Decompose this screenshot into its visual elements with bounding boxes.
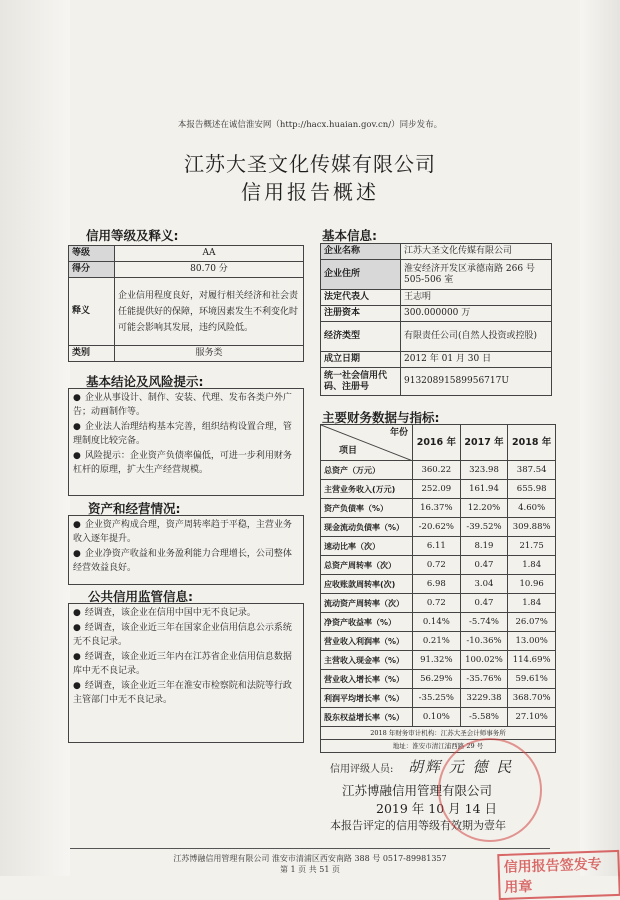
finance-row-name: 营业收入增长率（%）: [321, 670, 413, 689]
grade-value: AA: [115, 246, 304, 262]
finance-value-cell: -5.74%: [460, 613, 508, 632]
finance-row: [321, 480, 556, 499]
report-signing-stamp: 信用报告签发专用章: [497, 850, 620, 900]
date-label: 成立日期: [321, 352, 401, 368]
evaluator-signatures: 胡辉 元 德 民: [408, 758, 514, 776]
code-value: 91320891589956717U: [401, 368, 552, 396]
finance-value-cell: -20.62%: [413, 518, 461, 537]
legal-label: 法定代表人: [321, 290, 401, 306]
score-value: 80.70 分: [115, 262, 304, 278]
supervision-heading: 公共信用监管信息:: [88, 589, 193, 604]
grade-label: 等级: [69, 246, 115, 262]
finance-row-name: 流动资产周转率（次）: [321, 594, 413, 613]
finance-row: [321, 556, 556, 575]
finance-value-cell: 59.61%: [508, 670, 556, 689]
code-label: 统一社会信用代码、注册号: [321, 368, 401, 396]
rating-heading: 信用等级及释义:: [86, 228, 179, 243]
conclusion-item: ● 企业法人治理结构基本完善，组织结构设置合理，管理制度比较完备。: [73, 422, 292, 446]
finance-value-cell: 323.98: [460, 461, 508, 480]
finance-row: [321, 613, 556, 632]
finance-value-cell: 3229.38: [460, 689, 508, 708]
finance-value-cell: 91.32%: [413, 651, 461, 670]
finance-value-cell: -39.52%: [460, 518, 508, 537]
official-seal-circle: [438, 738, 542, 842]
finance-value-cell: 3.04: [460, 575, 508, 594]
evaluator-label: 信用评级人员:: [330, 764, 394, 775]
finance-value-cell: -5.58%: [460, 708, 508, 727]
finance-value-cell: -35.76%: [460, 670, 508, 689]
finance-row: [321, 708, 556, 727]
finance-rows: [321, 461, 556, 727]
finance-value-cell: 0.72: [413, 594, 461, 613]
supervision-item: ● 经调查，该企业近三年在淮安市检察院和法院等行政主管部门中无不良记录。: [73, 681, 292, 705]
assets-heading: 资产和经营情况:: [88, 501, 181, 516]
finance-row-name: 主营收入现金率（%）: [321, 651, 413, 670]
assets-box: [68, 515, 304, 585]
finance-row-name: 资产负债率（%）: [321, 499, 413, 518]
finance-value-cell: 360.22: [413, 461, 461, 480]
meaning-value: 企业信用程度良好，对履行相关经济和社会责任能提供好的保障，环境因素发生不利变化时可能会影响其发展，违约风险低。: [115, 278, 304, 346]
finance-row: [321, 518, 556, 537]
finance-row: [321, 594, 556, 613]
finance-value-cell: 0.14%: [413, 613, 461, 632]
finance-value-cell: 387.54: [508, 461, 556, 480]
finance-note-address: 地址：淮安市清江浦西路 29 号: [321, 740, 556, 753]
address-label: 企业住所: [321, 260, 401, 290]
finance-row-name: 应收账款周转率(次): [321, 575, 413, 594]
finance-row-name: 速动比率（次）: [321, 537, 413, 556]
supervision-item: ● 经调查，该企业近三年内在江苏省企业信用信息数据库中无不良记录。: [73, 652, 292, 676]
finance-value-cell: 8.19: [460, 537, 508, 556]
finance-value-cell: 27.10%: [508, 708, 556, 727]
finance-row-name: 利润平均增长率（%）: [321, 689, 413, 708]
finance-value-cell: 6.11: [413, 537, 461, 556]
finance-value-cell: -35.25%: [413, 689, 461, 708]
year-axis-label: 年份: [389, 428, 408, 438]
supervision-box: [68, 603, 304, 743]
finance-value-cell: 655.98: [508, 480, 556, 499]
category-label: 类别: [69, 346, 115, 362]
name-value: 江苏大圣文化传媒有限公司: [401, 244, 552, 260]
rating-table: [68, 245, 304, 362]
finance-heading: 主要财务数据与指标:: [322, 410, 440, 425]
finance-value-cell: 252.09: [413, 480, 461, 499]
finance-value-cell: 26.07%: [508, 613, 556, 632]
finance-value-cell: -10.36%: [460, 632, 508, 651]
meaning-label: 释义: [69, 278, 115, 346]
finance-value-cell: 4.60%: [508, 499, 556, 518]
conclusion-item: ● 风险提示：企业资产负债率偏低，可进一步利用财务杠杆的原理，扩大生产经营规模。: [73, 451, 292, 475]
validity-note: 本报告评定的信用等级有效期为壹年: [330, 819, 506, 832]
finance-value-cell: 0.72: [413, 556, 461, 575]
report-title: 信用报告概述: [241, 180, 379, 204]
finance-row: [321, 575, 556, 594]
basic-heading: 基本信息:: [322, 228, 377, 243]
finance-corner-cell: [321, 425, 413, 461]
finance-row-name: 净资产收益率（%）: [321, 613, 413, 632]
conclusion-heading: 基本结论及风险提示:: [86, 374, 204, 389]
capital-label: 注册资本: [321, 306, 401, 322]
finance-value-cell: 1.84: [508, 556, 556, 575]
finance-row: [321, 461, 556, 480]
finance-value-cell: 0.47: [460, 556, 508, 575]
capital-value: 300.000000 万: [401, 306, 552, 322]
scan-margin-right: [580, 0, 620, 876]
finance-row: [321, 499, 556, 518]
finance-row-name: 总资产（万元）: [321, 461, 413, 480]
finance-value-cell: 100.02%: [460, 651, 508, 670]
year-header: 2017 年: [460, 425, 508, 461]
finance-value-cell: 6.98: [413, 575, 461, 594]
publish-notice: 本报告概述在诚信淮安网（http://hacx.huaian.gov.cn/）同步发布。: [177, 120, 443, 130]
finance-table: [320, 424, 556, 753]
finance-value-cell: 16.37%: [413, 499, 461, 518]
finance-value-cell: 10.96: [508, 575, 556, 594]
basic-info-table: [320, 243, 552, 396]
category-value: 服务类: [115, 346, 304, 362]
year-header: 2016 年: [413, 425, 461, 461]
finance-value-cell: 114.69%: [508, 651, 556, 670]
company-title: 江苏大圣文化传媒有限公司: [184, 152, 436, 176]
finance-row: [321, 632, 556, 651]
finance-row: [321, 651, 556, 670]
finance-value-cell: 161.94: [460, 480, 508, 499]
finance-row-name: 总资产周转率（次）: [321, 556, 413, 575]
finance-row-name: 现金流动负债率（%）: [321, 518, 413, 537]
legal-value: 王志明: [401, 290, 552, 306]
item-axis-label: 项目: [339, 446, 358, 456]
finance-note-auditor: 2018 年财务审计机构：江苏大圣会计师事务所: [321, 727, 556, 740]
finance-value-cell: 0.47: [460, 594, 508, 613]
scan-margin-left: [0, 0, 70, 876]
date-value: 2012 年 01 月 30 日: [401, 352, 552, 368]
conclusion-box: [68, 388, 304, 496]
type-value: 有限责任公司(自然人投资或控股): [401, 322, 552, 352]
page-number: 第 1 页 共 51 页: [280, 865, 340, 874]
finance-value-cell: 1.84: [508, 594, 556, 613]
supervision-item: ● 经调查，该企业近三年在国家企业信用信息公示系统无不良记录。: [73, 623, 292, 647]
finance-value-cell: 12.20%: [460, 499, 508, 518]
finance-value-cell: 21.75: [508, 537, 556, 556]
finance-value-cell: 13.00%: [508, 632, 556, 651]
type-label: 经济类型: [321, 322, 401, 352]
assets-item: ● 企业净资产收益和业务盈利能力合理增长，公司整体经营效益良好。: [73, 549, 292, 573]
report-date: 2019 年 10 月 14 日: [376, 801, 497, 816]
finance-value-cell: 309.88%: [508, 518, 556, 537]
address-value: 淮安经济开发区承德南路 266 号 505-506 室: [401, 260, 552, 290]
footer-line: 江苏博融信用管理有限公司 淮安市清浦区西安南路 388 号 0517-89981357: [173, 854, 447, 863]
agency-name: 江苏博融信用管理有限公司: [342, 783, 493, 798]
footer-rule: [70, 848, 550, 849]
finance-row: [321, 670, 556, 689]
finance-value-cell: 368.70%: [508, 689, 556, 708]
conclusion-item: ● 企业从事设计、制作、安装、代理、发布各类户外广告；动画制作等。: [73, 393, 292, 417]
name-label: 企业名称: [321, 244, 401, 260]
finance-row-name: 主营业务收入(万元): [321, 480, 413, 499]
finance-row: [321, 689, 556, 708]
score-label: 得分: [69, 262, 115, 278]
finance-value-cell: 0.10%: [413, 708, 461, 727]
finance-row: [321, 537, 556, 556]
finance-row-name: 股东权益增长率（%）: [321, 708, 413, 727]
finance-value-cell: 56.29%: [413, 670, 461, 689]
finance-value-cell: 0.21%: [413, 632, 461, 651]
supervision-item: ● 经调查，该企业在信用中国中无不良记录。: [73, 608, 256, 618]
finance-row-name: 营业收入利润率（%）: [321, 632, 413, 651]
assets-item: ● 企业资产构成合理，资产周转率趋于平稳，主营业务收入逐年提升。: [73, 520, 292, 544]
year-header: 2018 年: [508, 425, 556, 461]
